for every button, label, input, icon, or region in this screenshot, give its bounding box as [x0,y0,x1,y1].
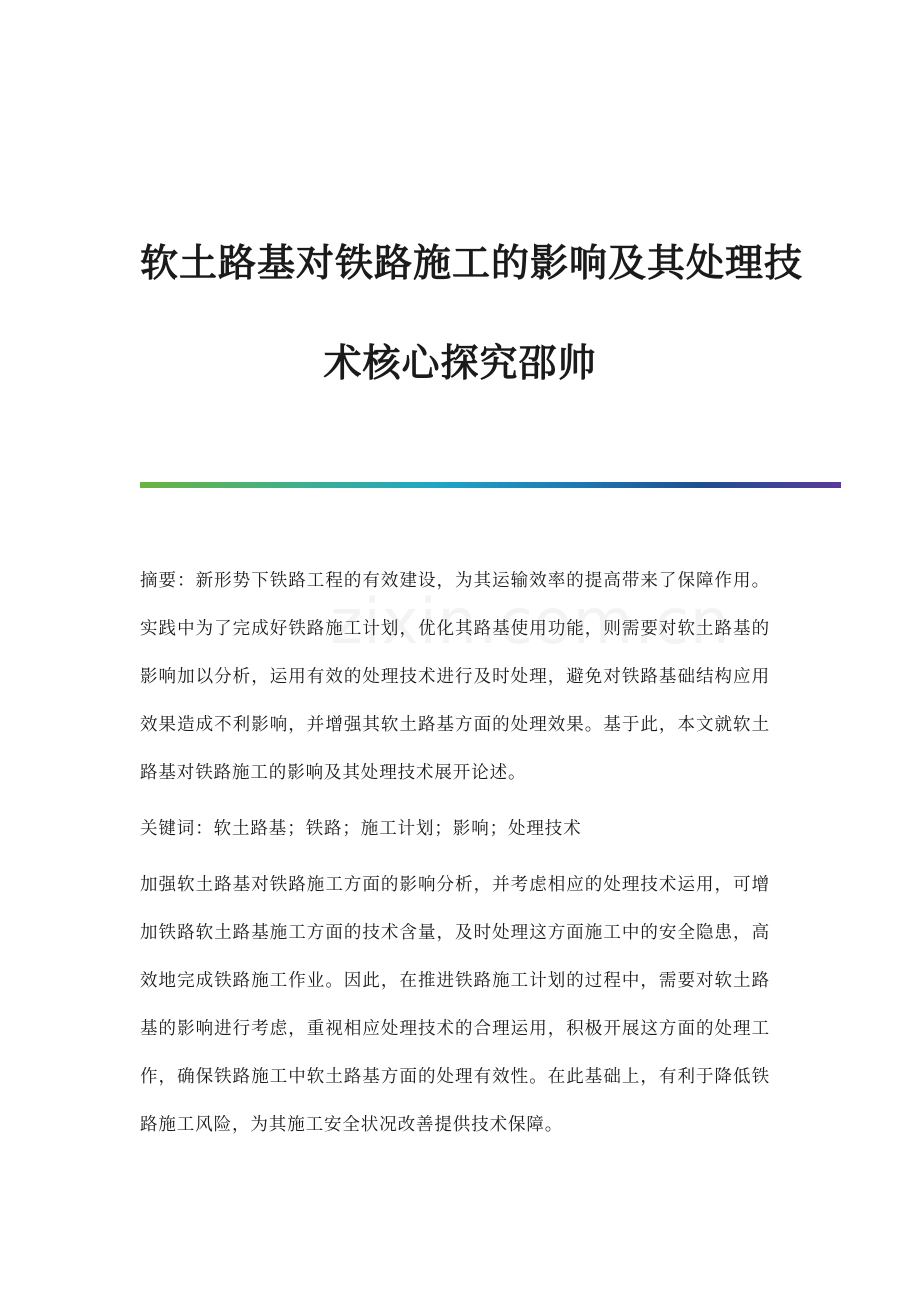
body-paragraph: 加强软土路基对铁路施工方面的影响分析，并考虑相应的处理技术运用，可增加铁路软土路基施工方面的技术含量，及时处理这方面施工中的安全隐患，高效地完成铁路施工作业。因此，在推进铁路施工计划的过程中，需要对软土路基的影响进行考虑，重视相应处理技术的合理运用，积极开展这方面的处理工作，确保铁路施工中软土路基方面的处理有效性。在此基础上，有利于降低铁路施工风险，为其施工安全状况改善提供技术保障。 [140,875,770,1135]
document-title-line-2: 术核心探究邵帅 [323,340,597,386]
keywords-line: 关键词：软土路基；铁路；施工计划；影响；处理技术 [140,819,582,839]
abstract-paragraph: 摘要：新形势下铁路工程的有效建设，为其运输效率的提高带来了保障作用。实践中为了完成好铁路施工计划，优化其路基使用功能，则需要对软土路基的影响加以分析，运用有效的处理技术进行及时处理，避免对铁路基础结构应用效果造成不利影响，并增强其软土路基方面的处理效果。基于此，本文就软土路基对铁路施工的影响及其处理技术展开论述。 [140,571,770,783]
gradient-divider [140,482,841,488]
document-title-line-1: 软土路基对铁路施工的影响及其处理技 [140,240,804,286]
